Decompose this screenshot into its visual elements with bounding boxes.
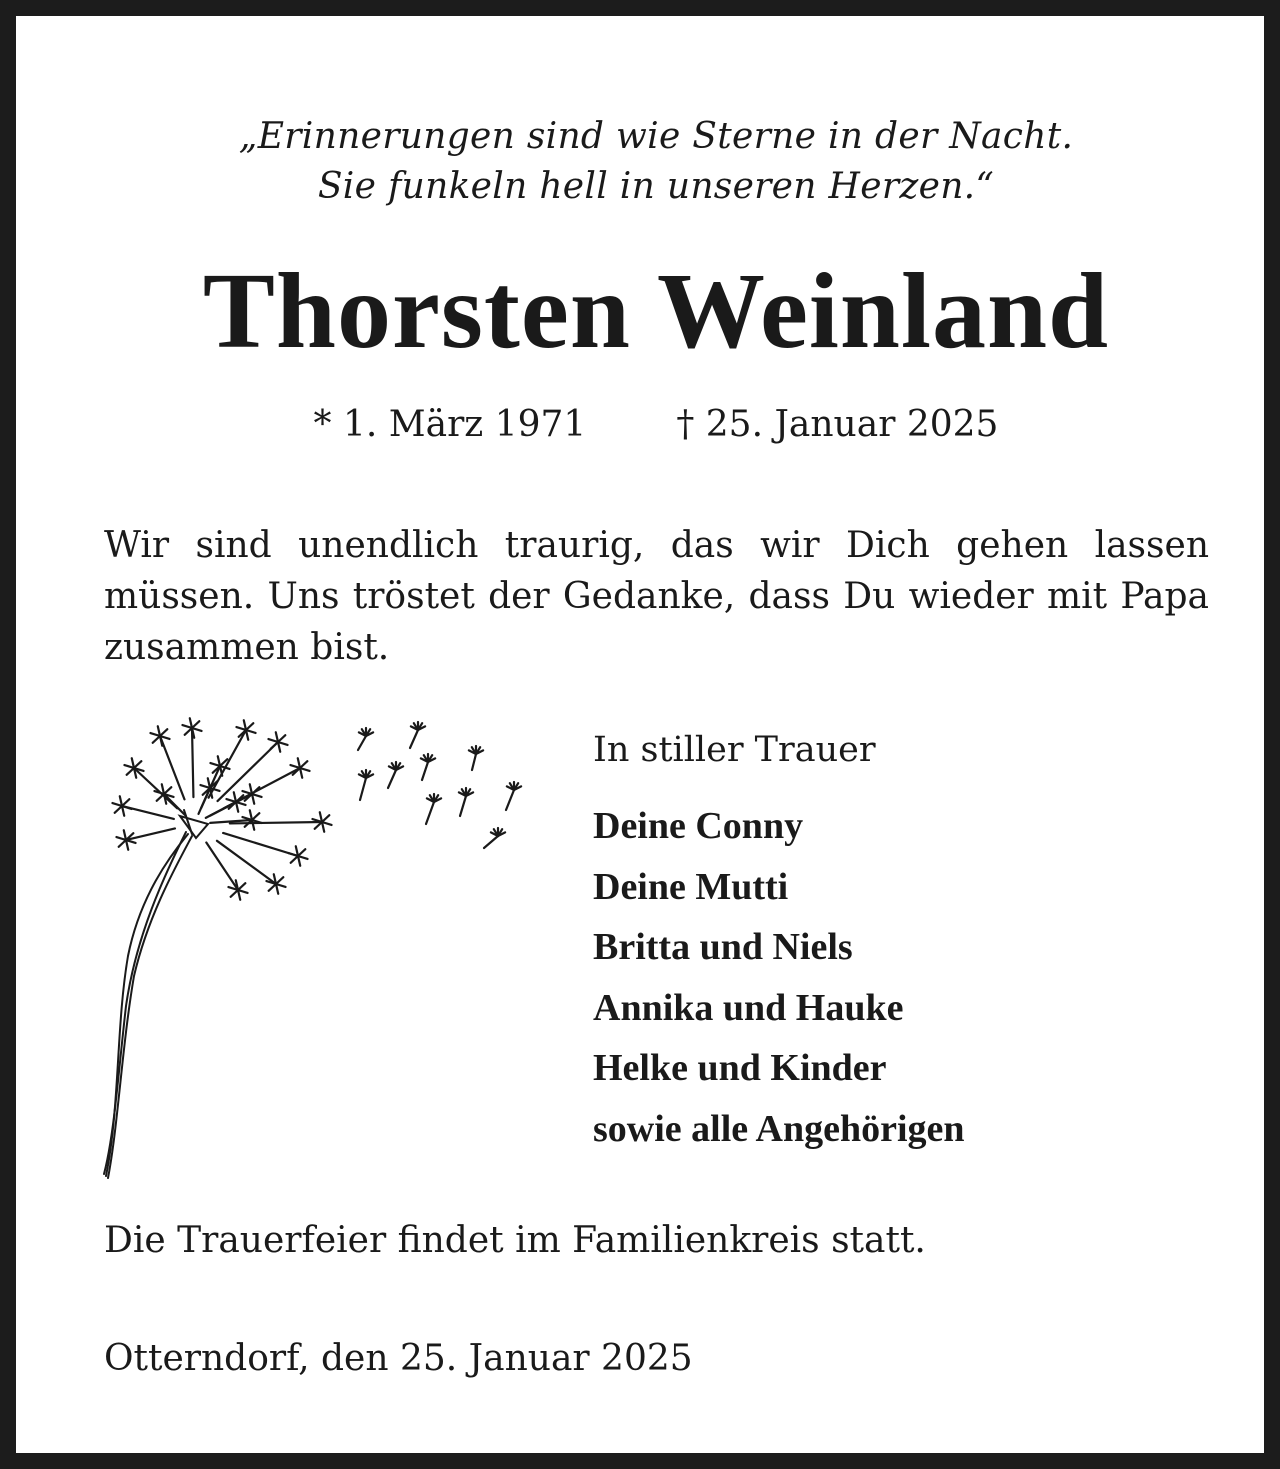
mourner-name: Britta und Niels xyxy=(593,926,853,968)
ceremony-note: Die Trauerfeier findet im Familienkreis statt. xyxy=(104,1220,926,1261)
place-and-date: Otterndorf, den 25. Januar 2025 xyxy=(104,1338,693,1379)
dandelion-icon xyxy=(100,706,540,1196)
deceased-name: Thorsten Weinland xyxy=(202,252,1110,371)
mourner-list xyxy=(593,796,1233,1159)
quote-line-1: „Erinnerungen sind wie Sterne in der Nacht. xyxy=(238,116,1074,157)
mourner-name: sowie alle Angehörigen xyxy=(593,1107,965,1150)
mourner-name: Deine Mutti xyxy=(593,865,789,908)
mourner-name: Annika und Hauke xyxy=(593,986,904,1029)
life-dates xyxy=(16,402,1280,448)
death-date: † 25. Januar 2025 xyxy=(676,404,999,445)
quote xyxy=(16,112,1280,212)
quote-line-2: Sie funkeln hell in unseren Herzen.“ xyxy=(317,166,995,207)
mourner-name: Helke und Kinder xyxy=(593,1047,887,1089)
birth-date: * 1. März 1971 xyxy=(313,404,587,445)
condolence-message: Wir sind unendlich traurig, das wir Dich gehen lassen müssen. Uns tröstet der Gedanke, dass Du wieder mit Papa zusammen bist. xyxy=(104,525,1209,668)
mourning-intro: In stiller Trauer xyxy=(593,730,876,770)
mourner-name: Deine Conny xyxy=(593,805,804,847)
mourners-block xyxy=(593,726,1233,1159)
